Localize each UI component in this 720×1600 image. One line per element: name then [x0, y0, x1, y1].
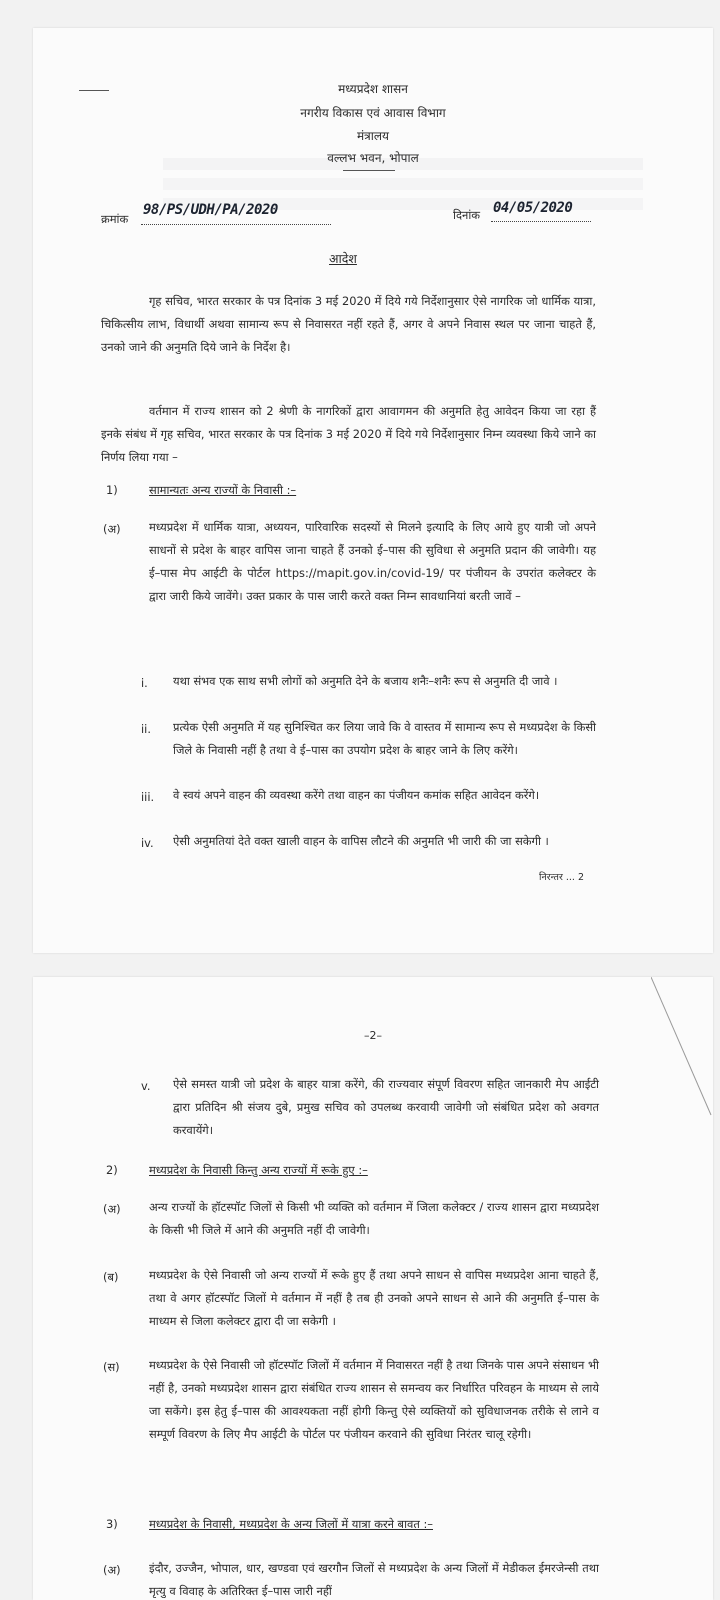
item-ii-number: ii. [141, 722, 151, 736]
paragraph-1: गृह सचिव, भारत सरकार के पत्र दिनांक 3 मई 2020 में दिये गये निर्देशानुसार ऐसे नागरिक जो धार्मिक यात्रा, चिकित्सीय लाभ, विधार्थी अथवा सामान्य रूप से निवासरत नहीं रहते हैं, अगर वे अपने निवास स्थल पर जाना चाहते हैं, उनको जाने की अनुमति दिये जाने के निर्देश है। [101, 294, 596, 354]
section-2-a-label: (अ) [103, 1202, 121, 1216]
section-3-heading: मध्यप्रदेश के निवासी, मध्यप्रदेश के अन्य जिलों में यात्रा करने बावत :– [149, 1517, 433, 1531]
section-1-number: 1) [106, 483, 118, 497]
section-1-a-text: मध्यप्रदेश में धार्मिक यात्रा, अध्ययन, पारिवारिक सदस्यों से मिलने इत्यादि के लिए आये हुए यात्री जो अपने साधनों से प्रदेश के बाहर वापिस जाना चाहते हैं उनको ई–पास की सुविधा से अनुमति प्रदान की जावेगी। यह ई–पास मेप आईटी के पोर्टल https://mapit.gov.in/covid-19/ पर पंजीयन के उपरांत कलेक्टर के द्वारा जारी किये जावेंगे। उक्त प्रकार के पास जारी करते वक्त निम्न सावधानियां बरती जावें – [149, 520, 596, 603]
section-2-c-text: मध्यप्रदेश के ऐसे निवासी जो हॉटस्पॉट जिलों में वर्तमान में निवासरत नहीं है तथा जिनके पास अपने संसाधन भी नहीं है, उनको मध्यप्रदेश शासन द्वारा संबंधित राज्य शासन से समन्वय कर निर्धारित परिवहन के माध्यम से लाये जा सकेंगे। इस हेतु ई–पास की आवश्यकता नहीं होगी किन्तु ऐसे व्यक्तियों को सुविधाजनक तरीके से लाने व सम्पूर्ण विवरण के लिए मैप आईटी के पोर्टल पर पंजीयन करवाने की सुविधा निरंतर चालू रहेगी। [149, 1358, 599, 1441]
section-2-b-label: (ब) [103, 1270, 119, 1284]
section-3-a-text: इंदौर, उज्जैन, भोपाल, धार, खण्डवा एवं खरगौन जिलों से मध्यप्रदेश के अन्य जिलों में मेडीकल ईमरजेन्सी तथा मृत्यु व विवाह के अतिरिक्त ई–पास जारी नहीं [149, 1561, 599, 1598]
section-3-number: 3) [106, 1517, 118, 1531]
document-page-1 [33, 28, 713, 953]
item-iii-text: वे स्वयं अपने वाहन की व्यवस्था करेंगे तथा वाहन का पंजीयन कमांक सहित आवेदन करेंगे। [173, 788, 540, 802]
item-iv-text: ऐसी अनुमतियां देते वक्त खाली वाहन के वापिस लौटने की अनुमति भी जारी की जा सकेगी । [173, 834, 549, 848]
section-3-a-label: (अ) [103, 1563, 121, 1577]
header-address: वल्लभ भवन, भोपाल [327, 151, 419, 165]
item-iv-number: iv. [141, 836, 154, 850]
header-government: मध्यप्रदेश शासन [338, 82, 408, 96]
item-v-text: ऐसे समस्त यात्री जो प्रदेश के बाहर यात्रा करेंगे, की राज्यवार संपूर्ण विवरण सहित जानकारी मेप आईटी द्वारा प्रतिदिन श्री संजय दुबे, प्रमुख सचिव को उपलब्ध करवायी जावेगी जो संबंधित प्रदेश को अवगत करवायेंगे। [173, 1077, 599, 1137]
header-ministry: मंत्रालय [356, 129, 389, 143]
item-iii-number: iii. [141, 790, 155, 804]
item-ii-text: प्रत्येक ऐसी अनुमति में यह सुनिश्चित कर लिया जावे कि वे वास्तव में सामान्य रूप से मध्यप्रदेश के किसी जिले के निवासी नहीं है तथा वे ई–पास का उपयोग प्रदेश के बाहर जाने के लिए करेंगे। [173, 720, 596, 757]
date-handwritten: 04/05/2020 [493, 200, 573, 216]
order-title: आदेश [329, 251, 357, 266]
section-2-b-text: मध्यप्रदेश के ऐसे निवासी जो अन्य राज्यों में रूके हुए हैं तथा अपने साधन से वापिस मध्यप्रदेश आना चाहते हैं, तथा वे अगर हॉटस्पॉट जिलों मे वर्तमान में नहीं है तब ही उनको अपने साधन से आने की अनुमति ई–पास के माध्यम से जिला कलेक्टर द्वारा दी जा सकेगी । [149, 1268, 599, 1328]
section-2-heading: मध्यप्रदेश के निवासी किन्तु अन्य राज्यों में रूके हुए :– [149, 1163, 368, 1177]
item-i-text: यथा संभव एक साथ सभी लोगों को अनुमति देने के बजाय शनैः–शनैः रूप से अनुमति दी जावे । [173, 674, 558, 688]
paragraph-2: वर्तमान में राज्य शासन को 2 श्रेणी के नागरिकों द्वारा आवागमन की अनुमति हेतु आवेदन किया जा रहा हैं इनके संबंध में गृह सचिव, भारत सरकार के पत्र दिनांक 3 मई 2020 में दिये गये निर्देशानुसार निम्न व्यवस्था किये जाने का निर्णय लिया गया – [101, 404, 596, 464]
section-2-number: 2) [106, 1163, 118, 1177]
date-label: दिनांक [453, 208, 481, 222]
document-page-2 [33, 977, 713, 1600]
order-number-line [141, 224, 331, 225]
section-1-heading: सामान्यतः अन्य राज्यों के निवासी :– [149, 483, 297, 497]
item-v-number: v. [141, 1079, 151, 1093]
order-number-label: क्रमांक [101, 212, 129, 226]
section-2-a-text: अन्य राज्यों के हॉटस्पॉट जिलों से किसी भी व्यक्ति को वर्तमान में जिला कलेक्टर / राज्य शासन द्वारा मध्यप्रदेश के किसी भी जिले में आने की अनुमति नहीं दी जावेगी। [149, 1200, 599, 1237]
section-2-c-label: (स) [103, 1360, 120, 1374]
continued-note: निरन्तर ... 2 [539, 872, 584, 883]
section-1-a-label: (अ) [103, 522, 121, 536]
page-fold-edge [651, 977, 713, 1117]
page-number: –2– [364, 1029, 382, 1042]
item-i-number: i. [141, 676, 148, 690]
header-department: नगरीय विकास एवं आवास विभाग [300, 106, 446, 120]
date-line [491, 221, 591, 222]
order-number-handwritten: 98/PS/UDH/PA/2020 [143, 202, 278, 218]
